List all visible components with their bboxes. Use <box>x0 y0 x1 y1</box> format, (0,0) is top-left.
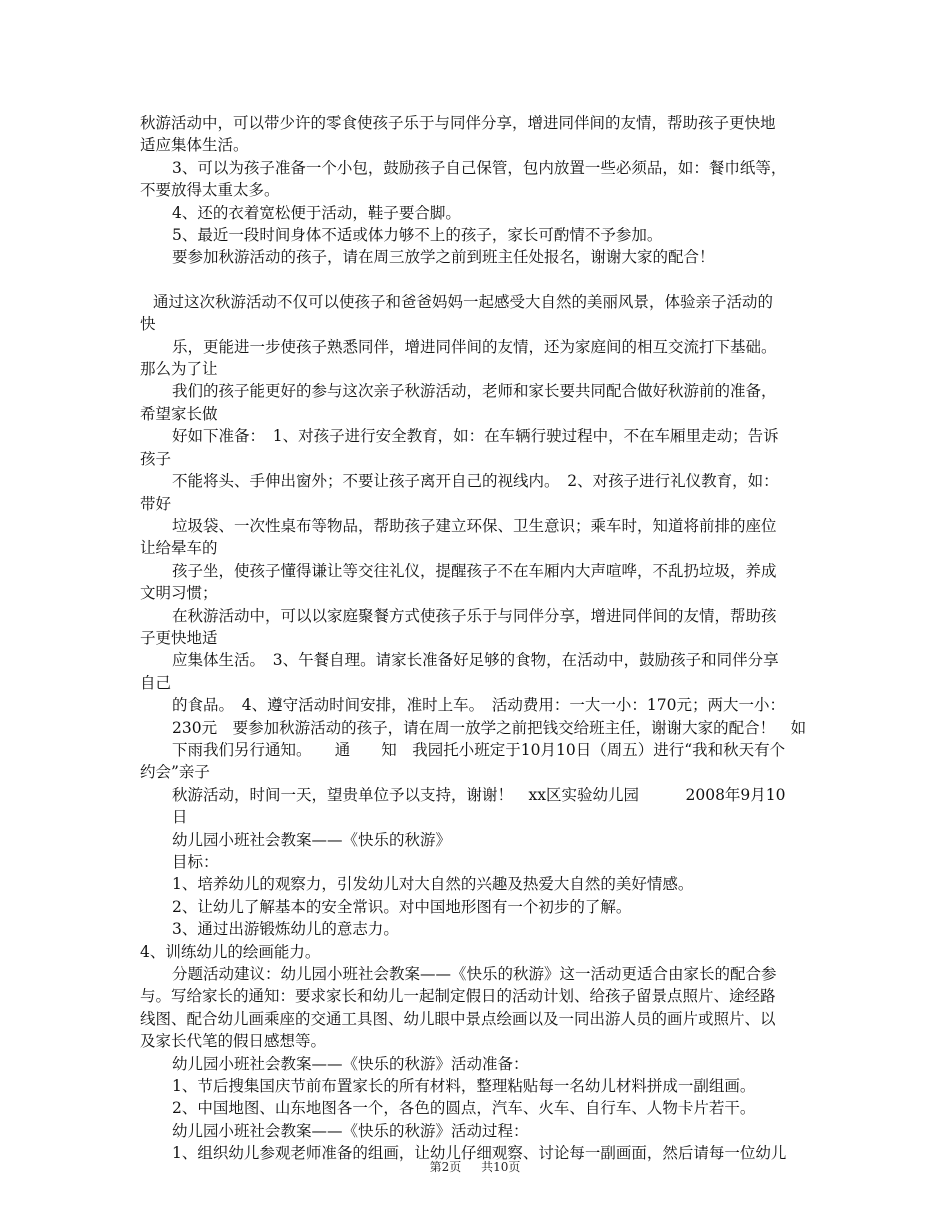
text-line: 不能将头、手伸出窗外；不要让孩子离开自己的视线内。 2、对孩子进行礼仪教育，如： <box>172 472 779 491</box>
text-line: 要参加秋游活动的孩子，请在周三放学之前到班主任处报名，谢谢大家的配合！ <box>172 248 715 267</box>
text-line: 自己 <box>140 673 172 692</box>
text-line: 好如下准备： 1、对孩子进行安全教育，如：在车辆行驶过程中，不在车厢里走动；告诉 <box>172 427 779 446</box>
text-line: 带好 <box>140 494 172 513</box>
page-number: 第2页 <box>429 1160 462 1174</box>
text-line: 不要放得太重太多。 <box>140 181 280 200</box>
text-line: 秋游活动，时间一天，望贵单位予以支持，谢谢！ xx区实验幼儿园 2008年9月10 <box>172 785 786 804</box>
text-line: 及家长代笔的假日感想等。 <box>140 1032 327 1051</box>
text-line: 在秋游活动中，可以以家庭聚餐方式使孩子乐于与同伴分享，增进同伴间的友情，帮助孩 <box>172 606 777 625</box>
text-line: 秋游活动中，可以带少许的零食使孩子乐于与同伴分享，增进同伴间的友情，帮助孩子更快地 <box>140 114 776 132</box>
text-line: 我们的孩子能更好的参与这次亲子秋游活动，老师和家长要共同配合做好秋游前的准备， <box>172 382 777 401</box>
text-line: 垃圾袋、一次性桌布等物品，帮助孩子建立环保、卫生意识；乘车时，知道将前排的座位 <box>172 516 777 535</box>
text-line: 日 <box>172 808 188 827</box>
text-line: 的食品。 4、遵守活动时间安排，准时上车。 活动费用：一大一小：170元；两大一小： <box>172 696 785 715</box>
lesson-title: 幼儿园小班社会教案——《快乐的秋游》 <box>172 830 452 849</box>
text-line: 1、培养幼儿的观察力，引发幼儿对大自然的兴趣及热爱大自然的美好情感。 <box>172 875 694 894</box>
text-line: 线图、配合幼儿画乘座的交通工具图、幼儿眼中景点绘画以及一同出游人员的画片或照片、以 <box>140 1009 776 1028</box>
text-line: 3、可以为孩子准备一个小包，鼓励孩子自己保管，包内放置一些必须品，如：餐巾纸等， <box>172 158 787 177</box>
text-line: 与。写给家长的通知：要求家长和幼儿一起制定假日的活动计划、给孩子留景点照片、途经路 <box>140 987 776 1006</box>
text-line: 1、节后搜集国庆节前布置家长的所有材料，整理粘贴每一名幼儿材料拼成一副组画。 <box>172 1077 756 1096</box>
text-line: 230元 要参加秋游活动的孩子，请在周一放学之前把钱交给班主任，谢谢大家的配合！ 如 <box>172 718 807 737</box>
text-line: 5、最近一段时间身体不适或体力够不上的孩子，家长可酌情不予参加。 <box>172 226 663 245</box>
text-line: 应集体生活。 3、午餐自理。请家长准备好足够的食物，在活动中，鼓励孩子和同伴分享 <box>172 651 779 670</box>
text-line: 希望家长做 <box>140 404 218 423</box>
text-line: 幼儿园小班社会教案——《快乐的秋游》活动准备： <box>172 1054 529 1073</box>
text-line: 3、通过出游锻炼幼儿的意志力。 <box>172 920 399 939</box>
text-line: 孩子坐，使孩子懂得谦让等交往礼仪，提醒孩子不在车厢内大声喧哗，不乱扔垃圾，养成 <box>172 561 777 580</box>
text-line: 目标： <box>172 853 219 871</box>
text-line: 2、中国地图、山东地图各一个，各色的圆点，汽车、火车、自行车、人物卡片若干。 <box>172 1099 756 1118</box>
text-line: 通过这次秋游活动不仅可以使孩子和爸爸妈妈一起感受大自然的美丽风景，体验亲子活动的 <box>153 292 774 311</box>
text-line: 分题活动建议：幼儿园小班社会教案——《快乐的秋游》这一活动更适合由家长的配合参 <box>172 965 777 984</box>
text-line: 子更快地适 <box>140 628 218 647</box>
document-body <box>140 112 820 1165</box>
text-line: 快 <box>140 315 156 334</box>
text-line: 约会”亲子 <box>140 763 210 782</box>
page-total: 共10页 <box>481 1160 521 1174</box>
text-line: 4、训练幼儿的绘画能力。 <box>140 942 321 961</box>
text-line: 适应集体生活。 <box>140 136 249 155</box>
paragraph-gap <box>140 269 820 291</box>
text-line: 孩子 <box>140 449 172 468</box>
text-line: 2、让幼儿了解基本的安全常识。对中国地形图有一个初步的了解。 <box>172 897 632 916</box>
text-line: 下雨我们另行通知。 通 知 我园托小班定于10月10日（周五）进行“我和秋天有个 <box>172 740 786 759</box>
text-line: 那么为了让 <box>140 360 218 379</box>
text-line: 4、还的衣着宽松便于活动，鞋子要合脚。 <box>172 203 461 222</box>
text-line: 文明习惯； <box>140 584 218 603</box>
text-line: 幼儿园小班社会教案——《快乐的秋游》活动过程： <box>172 1121 529 1140</box>
text-line: 让给晕车的 <box>140 539 218 558</box>
page-footer <box>0 1158 950 1175</box>
text-line: 乐，更能进一步使孩子熟悉同伴，增进同伴间的友情，还为家庭间的相互交流打下基础。 <box>172 337 777 356</box>
text-line: 1、组织幼儿参观老师准备的组画，让幼儿仔细观察、讨论每一副画面，然后请每一位幼儿 <box>172 1144 787 1163</box>
